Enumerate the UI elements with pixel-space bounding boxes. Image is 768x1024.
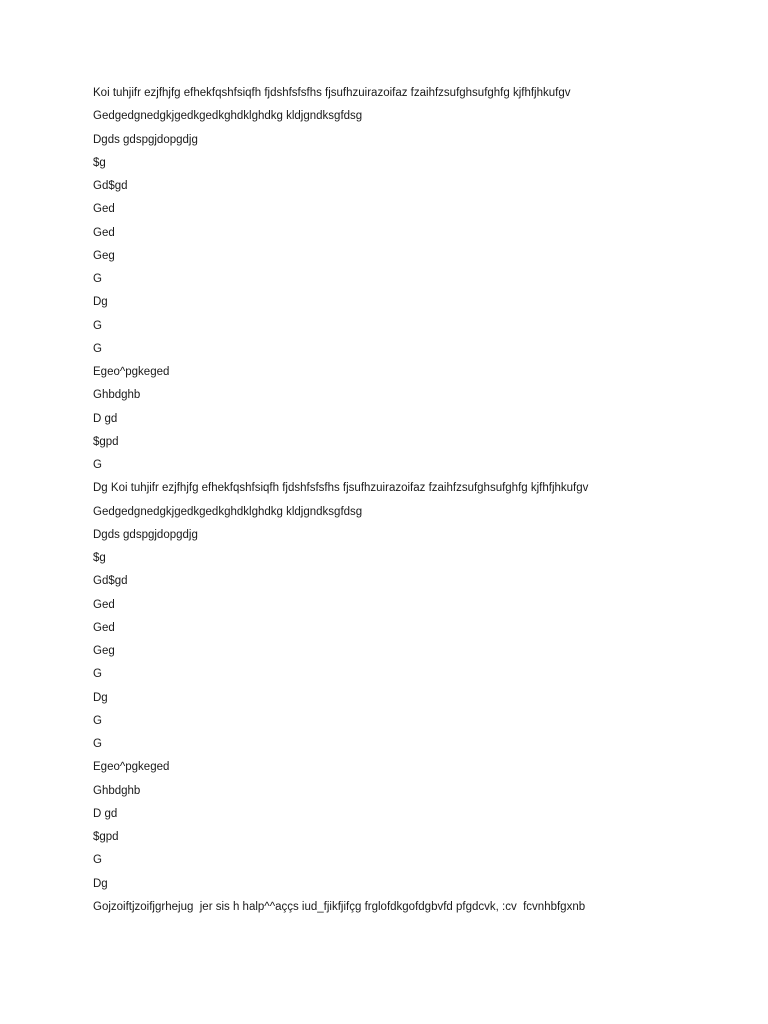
text-line: Gedgedgnedgkjgedkgedkghdklghdkg kldjgndksgfdsg <box>93 110 363 123</box>
text-line: Ged <box>93 598 115 611</box>
text-line: Gd$gd <box>93 180 128 192</box>
text-line: Ged <box>93 203 115 216</box>
text-line: $g <box>93 552 106 564</box>
text-line: Geg <box>93 249 115 262</box>
text-line: Dgds gdspgjdopgdjg <box>93 528 198 541</box>
text-line: Ged <box>93 621 115 634</box>
text-line: Dgds gdspgjdopgdjg <box>93 133 198 146</box>
text-line: Egeo^pgkeged <box>93 366 170 378</box>
text-line: Dg <box>93 691 108 704</box>
text-line: Egeo^pgkeged <box>93 761 170 774</box>
text-line: $gpd <box>93 831 119 843</box>
text-line: G <box>93 854 102 867</box>
text-line: Koi tuhjifr ezjfhjfg efhekfqshfsiqfh fjdshfsfsfhs fjsufhzuirazoifaz fzaihfzsufghsufghfg kjfhfjhkufgv <box>93 87 571 99</box>
text-line: Dg <box>93 877 108 890</box>
text-line: Gedgedgnedgkjgedkgedkghdklghdkg kldjgndksgfdsg <box>93 505 363 518</box>
text-line: Gd$gd <box>93 575 128 588</box>
text-line: Dg Koi tuhjifr ezjfhjfg efhekfqshfsiqfh fjdshfsfsfhs fjsufhzuirazoifaz fzaihfzsufghsufghfg kjfhfjhkufgv <box>93 482 589 495</box>
text-line: Geg <box>93 645 115 657</box>
text-line: G <box>93 714 102 727</box>
text-line: Ghbdghb <box>93 784 141 797</box>
text-line: G <box>93 459 102 471</box>
text-line: $gpd <box>93 435 119 448</box>
text-line: Dg <box>93 296 108 309</box>
text-line: Ged <box>93 226 115 239</box>
document-body <box>93 84 588 921</box>
text-line: G <box>93 319 102 332</box>
text-line: G <box>93 738 102 750</box>
text-line: G <box>93 342 102 355</box>
text-line: G <box>93 668 102 681</box>
text-line: D gd <box>93 807 118 820</box>
text-line: Ghbdghb <box>93 389 141 402</box>
text-line: D gd <box>93 412 118 425</box>
text-line: $g <box>93 156 106 169</box>
text-line: Gojzoiftjzoifjgrhejug jer sis h halp^^aççs iud_fjikfjifçg frglofdkgofdgbvfd pfgdcvk, :cv fcvnhbfgxnb <box>93 900 586 913</box>
text-line: G <box>93 273 102 285</box>
